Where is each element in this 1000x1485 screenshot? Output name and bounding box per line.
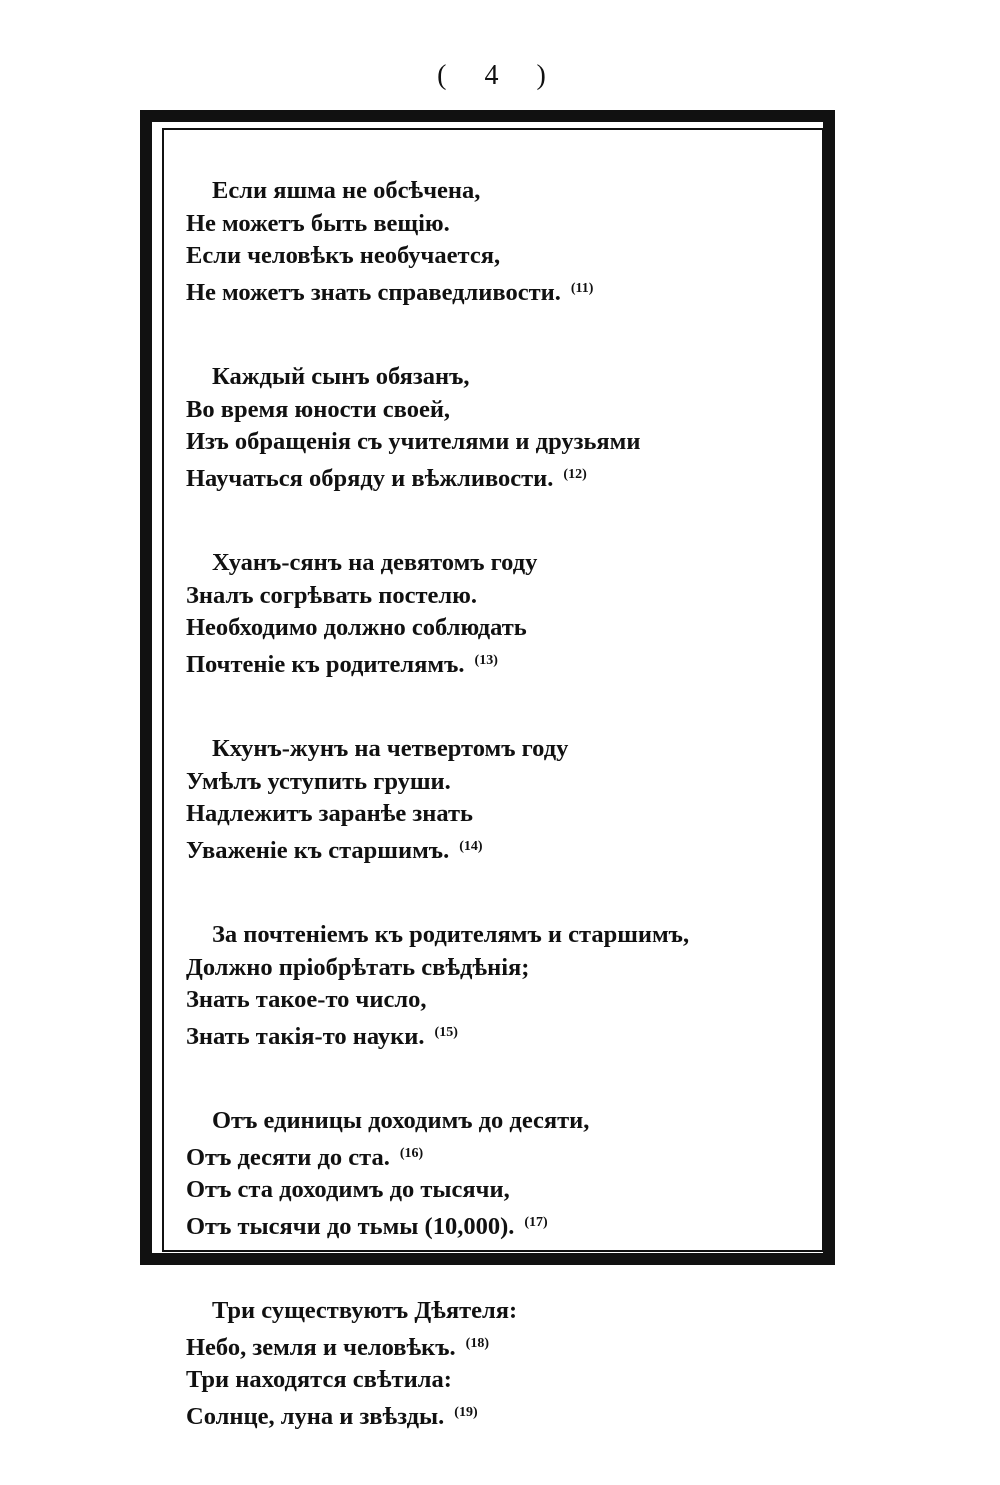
footnote-marker: (19) <box>454 1404 478 1420</box>
verse-text: Три находятся свѣтила: <box>186 1366 452 1393</box>
verse-line <box>186 394 806 427</box>
verse-line <box>186 580 806 613</box>
footnote-marker: (13) <box>474 652 498 668</box>
verse-text: Не можетъ знать справедливости. <box>186 278 561 306</box>
verse-line <box>186 798 806 831</box>
verse-line <box>186 273 806 310</box>
verse-text: Кхунъ-жунъ на четвертомъ году <box>212 735 569 762</box>
stanza <box>186 547 806 681</box>
footnote-marker: (11) <box>570 280 594 296</box>
page-number <box>0 60 985 92</box>
stanza <box>186 175 806 309</box>
stanza <box>186 1295 806 1433</box>
verse-line <box>186 1207 806 1244</box>
verse-text: Если человѣкъ необучается, <box>186 242 501 269</box>
stanza <box>186 1105 806 1243</box>
verse-line <box>186 361 806 394</box>
verse-line <box>186 175 806 208</box>
stanza <box>186 733 806 867</box>
verse-text: Отъ ста доходимъ до тысячи, <box>186 1176 510 1203</box>
verse-text: Необходимо должно соблюдать <box>186 614 527 641</box>
verse-text: Не можетъ быть вещію. <box>186 209 450 237</box>
verse-text: За почтеніемъ къ родителямъ и старшимъ, <box>212 921 690 948</box>
footnote-marker: (17) <box>524 1214 548 1230</box>
stanza <box>186 919 806 1053</box>
verse-text: Знать такія-то науки. <box>186 1022 425 1050</box>
footnote-marker: (18) <box>465 1335 489 1351</box>
footnote-marker: (14) <box>459 838 483 854</box>
verse-line <box>186 952 806 985</box>
verse-text: Должно пріобрѣтать свѣдѣнія; <box>186 953 530 981</box>
verse-text: Во время юности своей, <box>186 395 451 423</box>
verse-text: Три существуютъ Дѣятеля: <box>212 1297 518 1324</box>
verse-line <box>186 1295 806 1328</box>
verse-line <box>186 208 806 241</box>
verse-text: Хуанъ-сянъ на девятомъ году <box>212 549 538 576</box>
verse-line <box>186 1105 806 1138</box>
verse-text: Отъ десяти до ста. <box>186 1143 390 1171</box>
verse-text: Небо, земля и человѣкъ. <box>186 1333 456 1361</box>
footnote-marker: (12) <box>563 466 587 482</box>
verse-text: Отъ единицы доходимъ до десяти, <box>212 1107 590 1134</box>
verse-line <box>186 733 806 766</box>
verse-line <box>186 831 806 868</box>
verse-text: Отъ тысячи до тьмы (10,000). <box>186 1212 515 1240</box>
verse-line <box>186 919 806 952</box>
verse-text: Если яшма не обсѣчена, <box>212 177 481 204</box>
stanza <box>186 361 806 495</box>
footnote-marker: (16) <box>399 1145 424 1161</box>
verse-text: Зналъ согрѣвать постелю. <box>186 581 477 609</box>
verse-line <box>186 645 806 682</box>
verse-line <box>186 240 806 273</box>
verse-text: Почтеніе къ родителямъ. <box>186 650 465 678</box>
verse-line <box>186 1174 806 1207</box>
verse-line <box>186 1017 806 1054</box>
verse-line <box>186 1397 806 1434</box>
verse-line <box>186 612 806 645</box>
verse-text: Уваженіе къ старшимъ. <box>186 836 450 864</box>
footnote-marker: (15) <box>434 1024 458 1040</box>
verse-text: Научаться обряду и вѣжливости. <box>186 464 554 492</box>
verse-line <box>186 766 806 799</box>
paren-open: ( <box>437 60 449 91</box>
verse-line <box>186 426 806 459</box>
verse-text: Умѣлъ уступить груши. <box>186 767 451 795</box>
verse-text: Надлежитъ заранѣе знать <box>186 800 474 827</box>
verse-line <box>186 984 806 1017</box>
verse-line <box>186 459 806 496</box>
verse-text: Знать такое-то число, <box>186 986 427 1013</box>
verse-text: Изъ обращенія съ учителями и друзьями <box>186 428 641 455</box>
verse-line <box>186 547 806 580</box>
verse-line <box>186 1138 806 1175</box>
verse-text: Солнце, луна и звѣзды. <box>186 1402 445 1430</box>
paren-close: ) <box>536 60 548 91</box>
poem-text <box>186 175 806 1485</box>
page-number-value: 4 <box>484 60 501 91</box>
verse-text: Каждый сынъ обязанъ, <box>212 363 470 390</box>
verse-line <box>186 1364 806 1397</box>
